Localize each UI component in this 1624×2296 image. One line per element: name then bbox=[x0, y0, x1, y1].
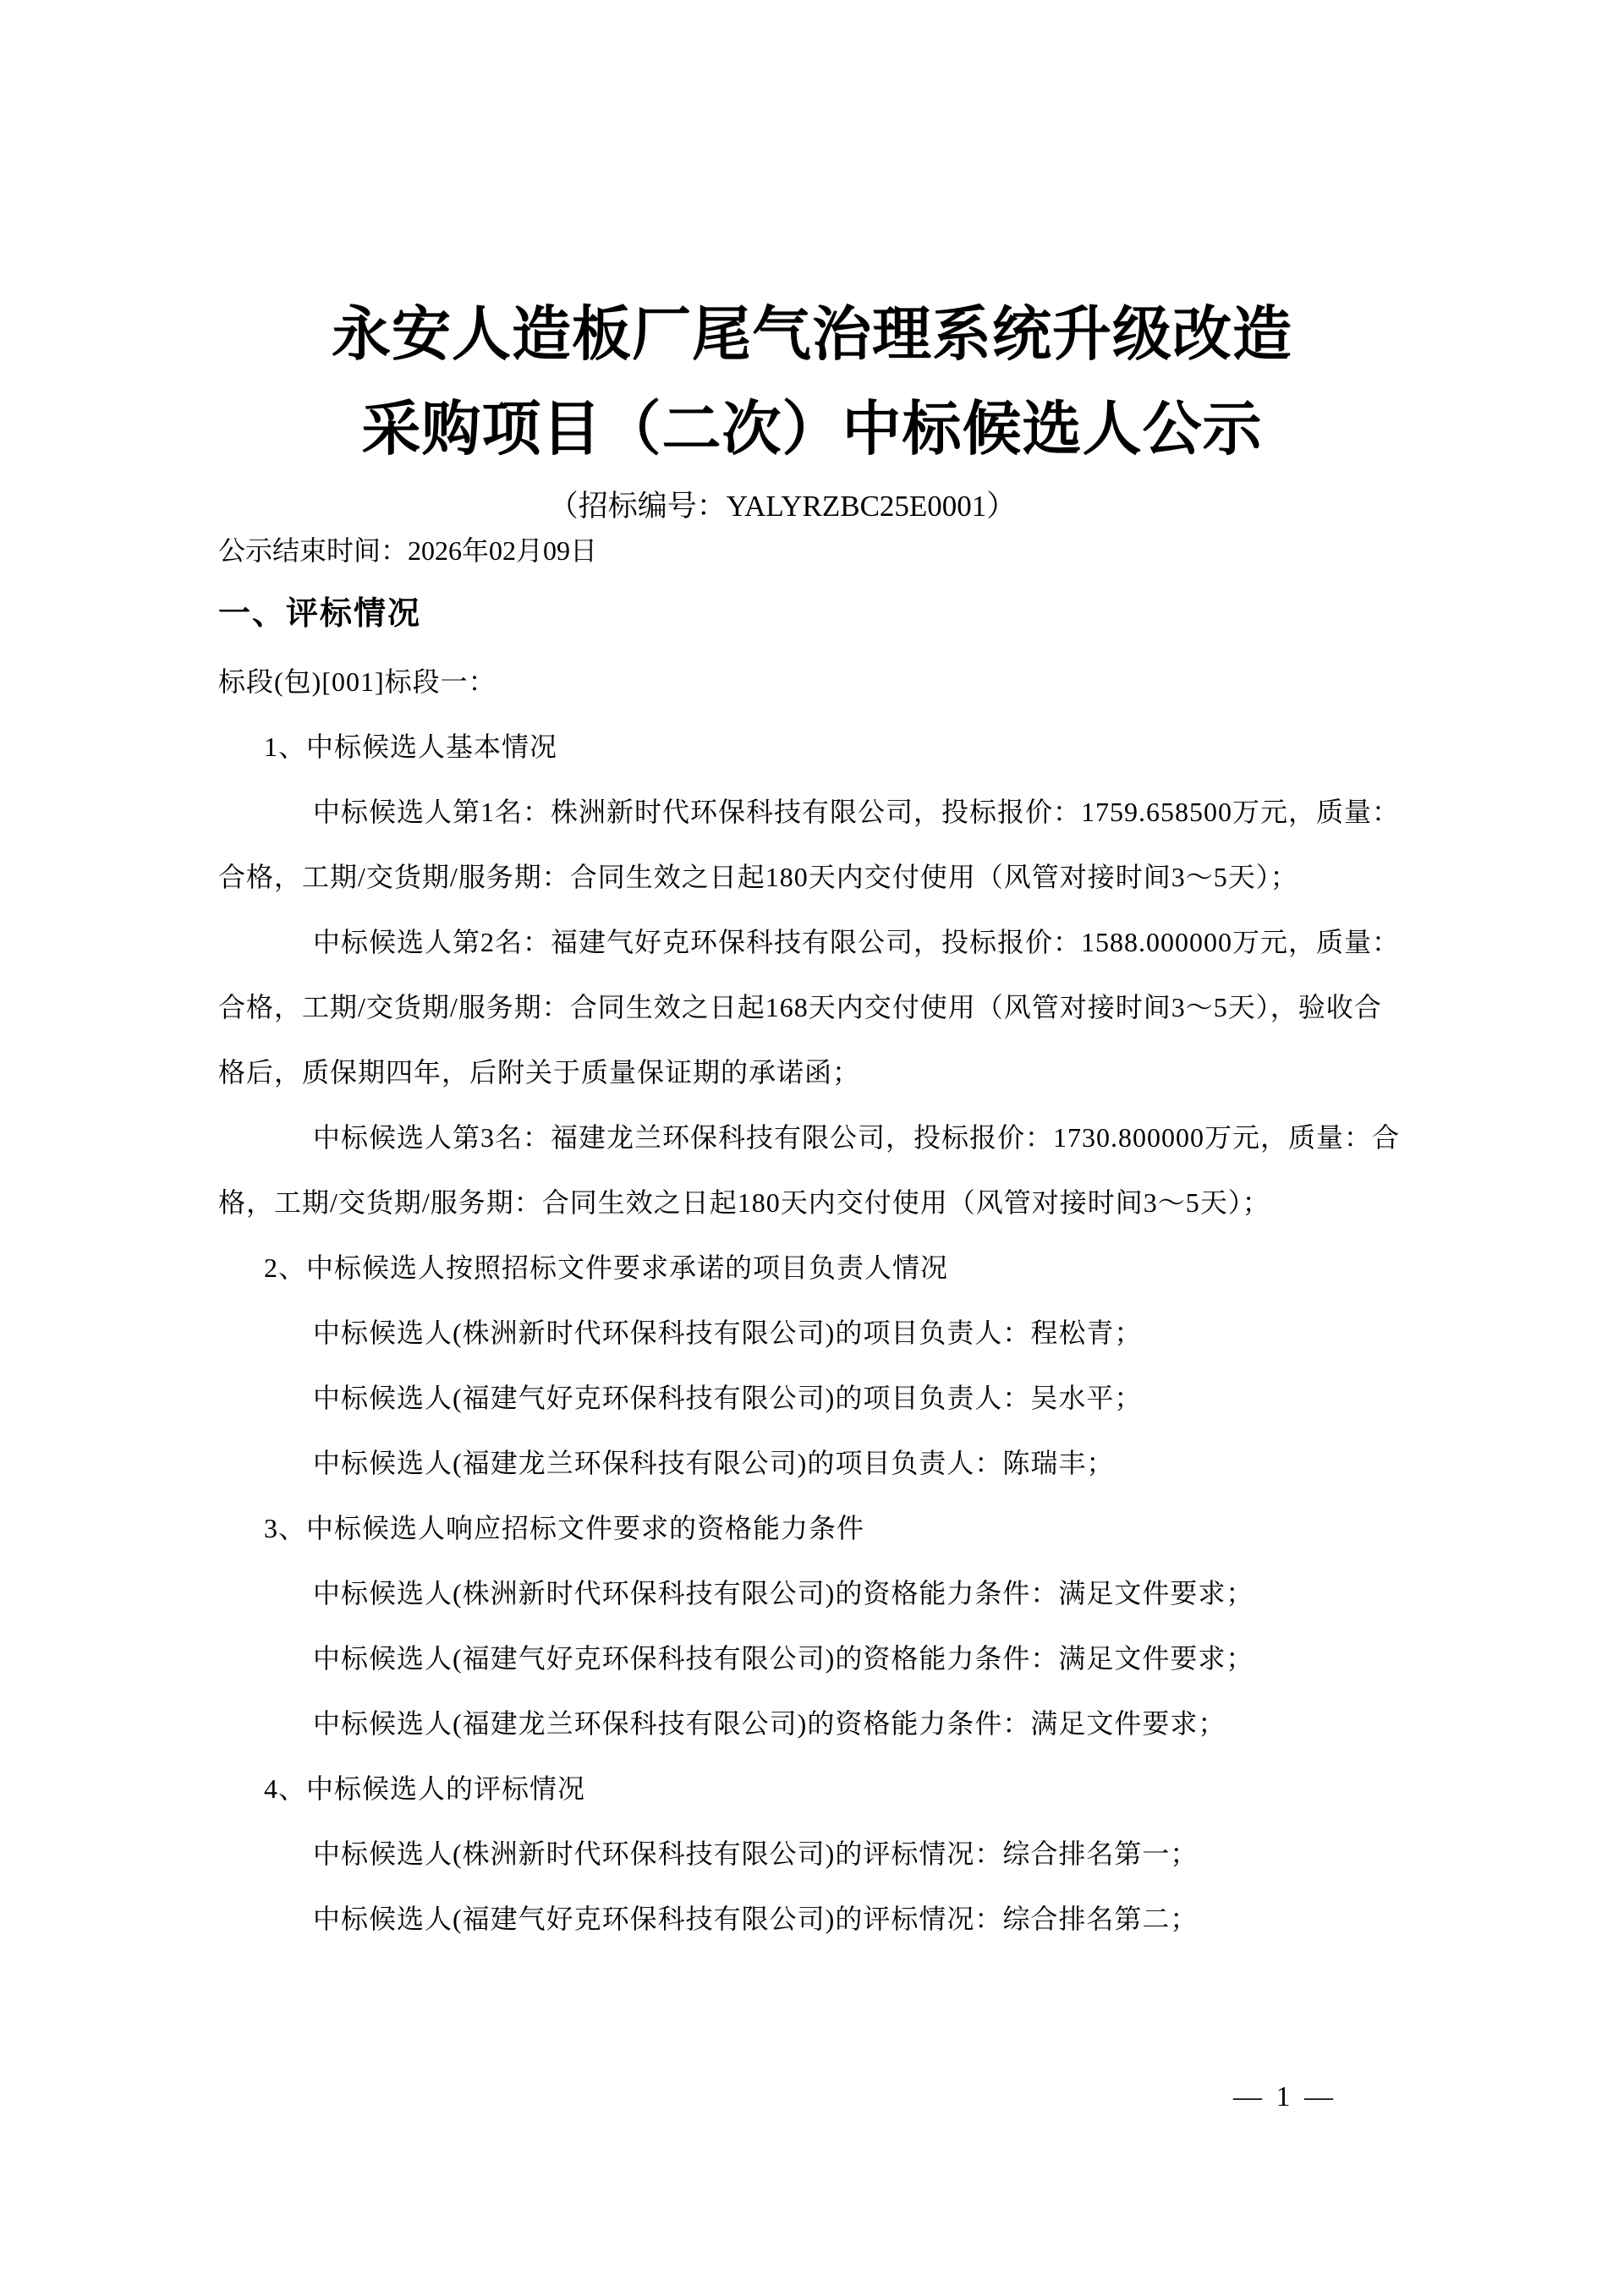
document-line: 中标候选人第2名：福建气好克环保科技有限公司，投标报价：1588.000000万元，质量： bbox=[313, 927, 1401, 957]
document-body bbox=[218, 649, 1411, 1952]
document-title bbox=[0, 288, 1624, 478]
document-line: 中标候选人(福建龙兰环保科技有限公司)的资格能力条件：满足文件要求； bbox=[313, 1708, 1226, 1739]
document-line: 1、中标候选人基本情况 bbox=[264, 732, 558, 762]
document-line: 合格，工期/交货期/服务期：合同生效之日起180天内交付使用（风管对接时间3～5天）； bbox=[218, 862, 1298, 892]
document-line: 2、中标候选人按照招标文件要求承诺的项目负责人情况 bbox=[264, 1252, 949, 1283]
page-number: — 1 — bbox=[1233, 2081, 1336, 2112]
section-heading-evaluation: 一、评标情况 bbox=[218, 596, 422, 632]
publicity-deadline: 公示结束时间：2026年02月09日 bbox=[218, 535, 598, 566]
document-line: 中标候选人第3名：福建龙兰环保科技有限公司，投标报价：1730.800000万元，质量：合 bbox=[313, 1122, 1401, 1153]
document-line: 4、中标候选人的评标情况 bbox=[264, 1773, 586, 1804]
title-line-2: 采购项目（二次）中标候选人公示 bbox=[361, 397, 1263, 463]
document-line: 合格，工期/交货期/服务期：合同生效之日起168天内交付使用（风管对接时间3～5天），验收合 bbox=[218, 992, 1382, 1022]
document-line: 格后，质保期四年，后附关于质量保证期的承诺函； bbox=[218, 1057, 861, 1088]
title-line-1: 永安人造板厂尾气治理系统升级改造 bbox=[332, 303, 1292, 368]
document-line: 格，工期/交货期/服务期：合同生效之日起180天内交付使用（风管对接时间3～5天）； bbox=[218, 1187, 1270, 1218]
document-line: 中标候选人第1名：株洲新时代环保科技有限公司，投标报价：1759.658500万元，质量： bbox=[313, 797, 1401, 827]
document-line: 中标候选人(株洲新时代环保科技有限公司)的资格能力条件：满足文件要求； bbox=[313, 1578, 1254, 1608]
tender-number-line: （招标编号：YALYRZBC25E0001） bbox=[548, 490, 1017, 523]
document-line: 中标候选人(福建气好克环保科技有限公司)的项目负责人：吴水平； bbox=[313, 1383, 1143, 1413]
document-line: 中标候选人(福建气好克环保科技有限公司)的资格能力条件：满足文件要求； bbox=[313, 1643, 1254, 1674]
document-line: 中标候选人(福建龙兰环保科技有限公司)的项目负责人：陈瑞丰； bbox=[313, 1448, 1115, 1478]
document-line: 标段(包)[001]标段一： bbox=[218, 666, 497, 697]
document-line: 3、中标候选人响应招标文件要求的资格能力条件 bbox=[264, 1513, 865, 1543]
document-line: 中标候选人(株洲新时代环保科技有限公司)的项目负责人：程松青； bbox=[313, 1318, 1143, 1348]
document-line: 中标候选人(株洲新时代环保科技有限公司)的评标情况：综合排名第一； bbox=[313, 1838, 1199, 1869]
document-line: 中标候选人(福建气好克环保科技有限公司)的评标情况：综合排名第二； bbox=[313, 1904, 1199, 1934]
